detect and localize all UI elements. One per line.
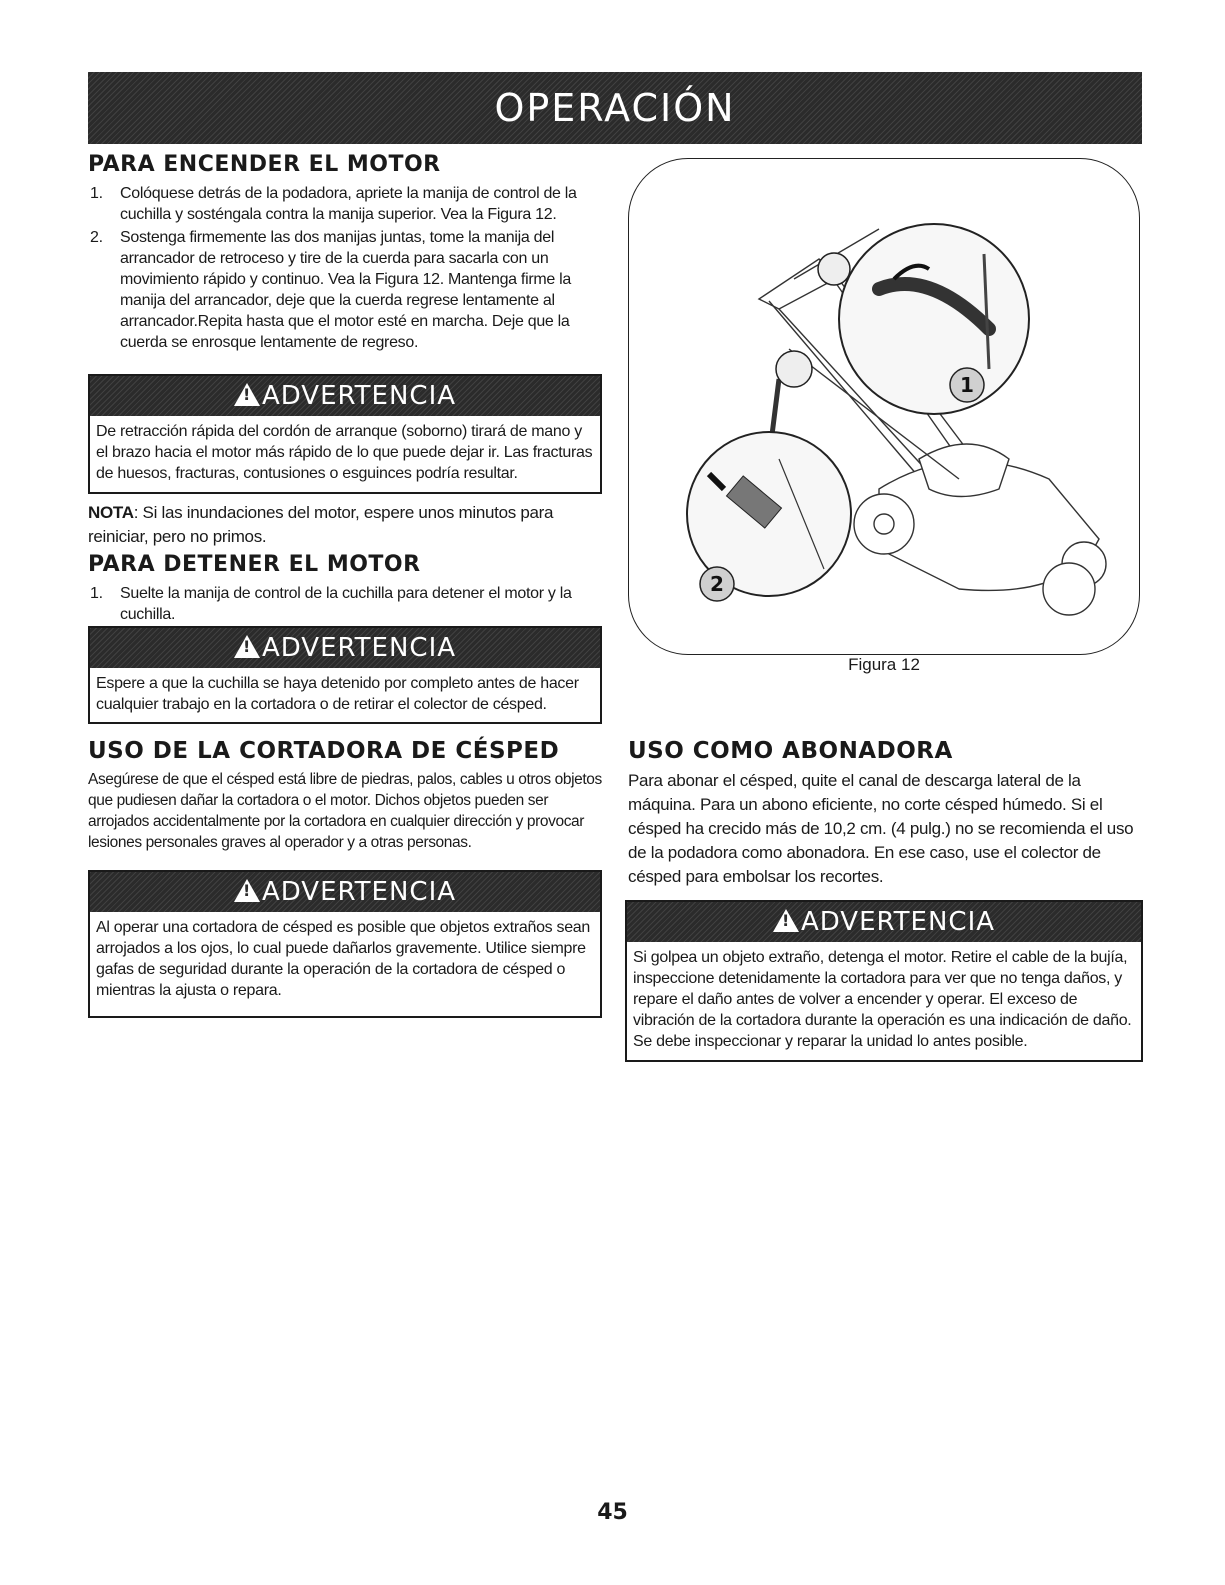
warning-triangle-icon [234,635,260,658]
start-heading: PARA ENCENDER EL MOTOR [88,152,441,177]
list-item: 1. Colóquese detrás de la podadora, apriete la manija de control de la cuchilla y sosténgala contra la manija superior. Vea la Figura 12. [90,185,577,223]
mower-text: Asegúrese de que el césped está libre de piedras, palos, cables u otros objetos que pudiesen dañar la cortadora o el motor. Dichos objetos pueden ser arrojados accidentalmente por la cortadora en cualquier dirección y provocar lesiones personales graves al operador y a otras personas. [88,771,602,851]
warning-text: Espere a que la cuchilla se haya detenido por completo antes de hacer cualquier trabajo en la cortadora o de retirar el colector de césped. [96,675,579,713]
warning-text: De retracción rápida del cordón de arranque (soborno) tirará de mano y el brazo hacia el motor más rápido de lo que puede dejar ir. Las fracturas de huesos, fracturas, contusiones o esguinces podría resultar. [96,423,593,482]
list-item: 2. Sostenga firmemente las dos manijas juntas, tome la manija del arrancador de retroceso y tire de la cuerda para sacarla con un movimiento rápido y continuo. Vea la Figura 12. Mantenga firme la manija del arrancador, deje que la cuerda regrese lentamente al arrancador.Repita hasta que el motor esté en marcha. Deje que la cuerda se enrosque lentamente de regreso. [90,229,571,351]
figure-caption: Figura 12 [848,655,920,674]
warning-text: Si golpea un objeto extraño, detenga el motor. Retire el cable de la bujía, inspeccione detenidamente la cortadora para ver que no tenga daños, y repare el daño antes de volver a encender y operar. El exceso de vibración de la cortadora durante la operación es una indicación de daño. Se debe inspeccionar y reparar la unidad lo antes posible. [633,949,1132,1050]
warning-triangle-icon [234,879,260,902]
mower-section [88,738,603,853]
note-text: : Si las inundaciones del motor, espere unos minutos para reiniciar, pero no primos. [88,503,554,546]
note [88,501,603,549]
callout-number-2: 2 [710,572,724,596]
list-item: 1. Suelte la manija de control de la cuchilla para detener el motor y la cuchilla. [90,585,572,623]
warning-box-debris [88,870,602,1018]
warning-text: Al operar una cortadora de césped es posible que objetos extraños sean arrojados a los ojos, lo cual puede dañarlos gravemente. Utilice siempre gafas de seguridad durante la operación de la cortadora de césped o mientras la ajusta o repara. [96,919,591,999]
figure-12 [628,158,1140,655]
start-section [88,152,603,353]
callout-circle-1 [839,224,1029,414]
section-banner [88,72,1142,144]
stop-steps [88,583,603,625]
mulch-heading: USO COMO ABONADORA [628,738,953,764]
warning-box-recoil [88,374,602,494]
warning-triangle-icon [234,383,260,406]
warning-header: !ADVERTENCIA [627,902,1141,942]
page-number: 45 [597,1500,628,1525]
warning-box-foreign-object [625,900,1143,1062]
start-steps [88,183,603,353]
mulch-text: Para abonar el césped, quite el canal de descarga lateral de la máquina. Para un abono eficiente, no corte césped húmedo. Si el césped ha crecido más de 10,2 cm. (4 pulg.) no se recomienda el uso de la podadora como abonadora. En ese caso, use el colector de césped para embolsar los recortes. [628,771,1134,886]
note-label: NOTA [88,503,134,522]
warning-triangle-icon [773,909,799,932]
banner-title: OPERACIÓN [494,86,736,130]
warning-box-blade [88,626,602,724]
warning-header: !ADVERTENCIA [90,628,600,668]
warning-header: !ADVERTENCIA [90,872,600,912]
callout-number-1: 1 [960,373,974,397]
stop-heading: PARA DETENER EL MOTOR [88,552,421,577]
stop-section [88,552,603,625]
mulch-section [628,738,1138,889]
lawn-mower-illustration [629,159,1139,654]
mower-heading: USO DE LA CORTADORA DE CÉSPED [88,738,560,764]
warning-header: !ADVERTENCIA [90,376,600,416]
